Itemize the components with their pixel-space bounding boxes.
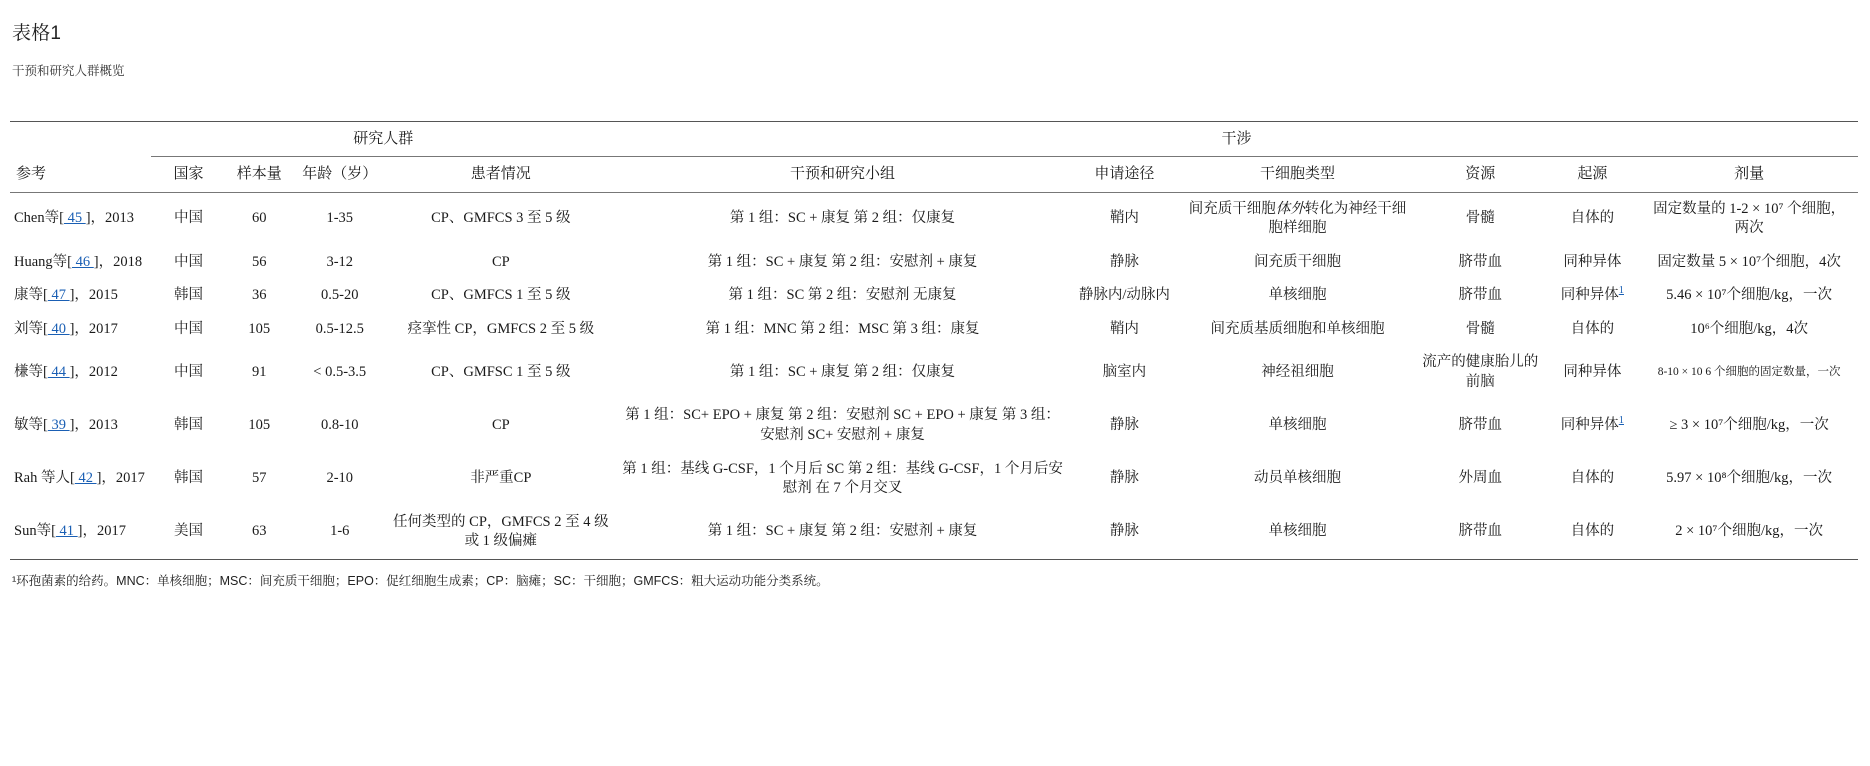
- cell-route: 静脉: [1070, 506, 1179, 560]
- cell-route: 静脉: [1109, 470, 1139, 487]
- table-row: [10, 313, 1858, 347]
- cell-reference: [10, 246, 151, 280]
- reference-author: Huang等[: [14, 253, 72, 270]
- cell-age: 0.5-20: [321, 287, 359, 304]
- reference-year: ]，2015: [69, 287, 118, 304]
- cell-dose: ≥ 3 × 10⁷个细胞/kg，一次: [1669, 417, 1829, 434]
- cell-patient-condition: CP: [491, 253, 510, 270]
- col-header-dose: 剂量: [1640, 157, 1858, 192]
- cell-dose: 固定数量的 1-2 × 10⁷ 个细胞，两次: [1653, 200, 1846, 237]
- col-header-sample-size: 样本量: [225, 157, 292, 192]
- citation-link[interactable]: 44: [47, 364, 70, 381]
- reference-author: Rah 等人[: [14, 470, 75, 487]
- group-header-study-population: 研究人群: [151, 122, 615, 157]
- table-row: [10, 192, 1858, 246]
- cell-origin: 同种异体: [1563, 364, 1622, 381]
- cell-dose: 固定数量 5 × 10⁷个细胞，4次: [1657, 253, 1841, 270]
- cell-age: < 0.5-3.5: [313, 364, 367, 381]
- cell-stem-cell-type: 间充质基质细胞和单核细胞: [1210, 320, 1385, 337]
- cell-sample-size: 36: [251, 287, 267, 304]
- cell-age: 0.8-10: [321, 417, 359, 434]
- table-row: [10, 399, 1858, 452]
- cell-reference: [10, 346, 151, 399]
- cell-route: 鞘内: [1109, 320, 1139, 337]
- citation-link[interactable]: 40: [47, 320, 70, 337]
- cell-reference: [10, 279, 151, 313]
- cell-dose: 5.46 × 10⁷个细胞/kg，一次: [1666, 287, 1833, 304]
- table-row: [10, 346, 1858, 399]
- cell-stem-cell-type: 间充质干细胞: [1253, 253, 1341, 270]
- cell-reference: [10, 506, 151, 560]
- reference-year: ]，2017: [69, 320, 118, 337]
- cell-country: 中国: [173, 253, 203, 270]
- col-header-route: 申请途径: [1070, 157, 1179, 192]
- col-header-cell-type: 干细胞类型: [1179, 157, 1416, 192]
- citation-link[interactable]: 41: [55, 523, 78, 540]
- cell-intervention-groups: 第 1 组：SC + 康复 第 2 组：仅康复: [729, 364, 956, 381]
- cell-origin: 自体的: [1570, 470, 1615, 487]
- cell-source: 流产的健康胎儿的前脑: [1422, 354, 1539, 390]
- cell-route: 鞘内: [1109, 210, 1139, 227]
- citation-link[interactable]: 46: [72, 253, 94, 270]
- cell-source: 骨髓: [1465, 210, 1495, 227]
- cell-origin: [1544, 279, 1640, 313]
- cell-sample-size: 63: [225, 506, 292, 560]
- cell-route: 静脉: [1109, 253, 1139, 270]
- cell-type-prefix: 间充质干细胞: [1188, 200, 1276, 217]
- col-header-reference: 参考: [10, 157, 151, 192]
- cell-patient-condition: CP: [491, 417, 510, 434]
- cell-reference: [10, 399, 151, 452]
- reference-year: ]，2013: [85, 210, 135, 227]
- cell-source: 脐带血: [1458, 287, 1503, 304]
- cell-dose: 10⁶个细胞/kg，4次: [1690, 320, 1809, 337]
- table-row: [10, 453, 1858, 506]
- cell-sample-size: 105: [248, 320, 271, 337]
- cell-dose: 2 × 10⁷个细胞/kg，一次: [1640, 506, 1858, 560]
- cell-country: 中国: [173, 210, 203, 227]
- cell-source: 脐带血: [1458, 417, 1503, 434]
- cell-patient-condition: CP、GMFSC 1 至 5 级: [431, 364, 571, 381]
- reference-author: 槏等[: [14, 364, 48, 381]
- cell-country: 中国: [173, 320, 203, 337]
- table-row: [10, 246, 1858, 280]
- reference-year: ]，2017: [96, 470, 145, 487]
- cell-source: 脐带血: [1458, 253, 1503, 270]
- cell-origin: 自体的: [1570, 210, 1615, 227]
- table-row: [10, 506, 1858, 560]
- cell-dose: 8-10 × 10 6 个细胞的固定数量，一次: [1657, 366, 1841, 379]
- cell-age: 2-10: [326, 470, 354, 487]
- cell-patient-condition: 痉挛性 CP，GMFCS 2 至 5 级: [407, 320, 595, 337]
- cell-intervention-groups: 第 1 组：SC + 康复 第 2 组：安慰剂 + 康复: [707, 253, 978, 270]
- cell-intervention-groups: 第 1 组：SC + 康复 第 2 组：仅康复: [729, 210, 956, 227]
- cell-patient-condition: CP、GMFCS 1 至 5 级: [431, 287, 571, 304]
- cell-origin: [1544, 399, 1640, 452]
- citation-link[interactable]: 47: [47, 287, 70, 304]
- cell-patient-condition: 非严重CP: [470, 470, 532, 487]
- cell-age: 3-12: [326, 253, 354, 270]
- cell-origin: 同种异体: [1563, 253, 1622, 270]
- table-group-header-row: [10, 122, 1858, 157]
- group-header-intervention: 干涉: [615, 122, 1858, 157]
- data-table: [10, 121, 1858, 560]
- cell-intervention-groups: 第 1 组：SC + 康复 第 2 组：安慰剂 + 康复: [615, 506, 1070, 560]
- reference-year: ]，2012: [69, 364, 118, 381]
- reference-author: Sun等[: [14, 523, 56, 540]
- table-header-row: [10, 157, 1858, 192]
- cell-sample-size: 56: [251, 253, 267, 270]
- col-header-country: 国家: [151, 157, 225, 192]
- reference-author: 刘等[: [14, 320, 48, 337]
- cell-type-suffix: 转化为神经干细胞样细胞: [1268, 200, 1407, 237]
- reference-author: 敏等[: [14, 417, 48, 434]
- cell-age: 0.5-12.5: [315, 320, 364, 337]
- cell-stem-cell-type: [1179, 192, 1416, 246]
- table-footnote: ¹环孢菌素的给药。MNC：单核细胞；MSC：间充质干细胞；EPO：促红细胞生成素；CP：脑瘫；SC：干细胞；GMFCS：粗大运动功能分类系统。: [12, 573, 829, 588]
- citation-link[interactable]: 45: [63, 210, 86, 227]
- cell-route: 脑室内: [1102, 364, 1147, 381]
- cell-age: 1-6: [293, 506, 387, 560]
- reference-year: ]，2013: [69, 417, 118, 434]
- cell-reference: [10, 313, 151, 347]
- cell-origin: 自体的: [1544, 506, 1640, 560]
- footnote-marker[interactable]: 1: [1618, 415, 1624, 427]
- col-header-origin: 起源: [1544, 157, 1640, 192]
- cell-country: 韩国: [173, 287, 203, 304]
- cell-intervention-groups: 第 1 组：MNC 第 2 组：MSC 第 3 组：康复: [705, 320, 980, 337]
- cell-type-emphasis: 体外: [1275, 200, 1305, 217]
- table-body: [10, 192, 1858, 559]
- col-header-source: 资源: [1416, 157, 1544, 192]
- reference-year: ]，2017: [77, 523, 126, 540]
- cell-country: 美国: [151, 506, 225, 560]
- cell-origin: 自体的: [1570, 320, 1615, 337]
- cell-route: 静脉: [1109, 417, 1139, 434]
- cell-stem-cell-type: 单核细胞: [1179, 506, 1416, 560]
- group-header-blank: [10, 122, 151, 157]
- cell-age: 1-35: [326, 210, 354, 227]
- col-header-age: 年龄（岁）: [293, 157, 387, 192]
- footnote-marker[interactable]: 1: [1618, 285, 1624, 297]
- cell-sample-size: 91: [251, 364, 267, 381]
- cell-route: 静脉内/动脉内: [1078, 287, 1170, 304]
- table-label: 表格1: [12, 23, 62, 44]
- reference-author: Chen等[: [14, 210, 64, 227]
- cell-patient-condition: 任何类型的 CP，GMFCS 2 至 4 级或 1 级偏瘫: [387, 506, 616, 560]
- cell-intervention-groups: 第 1 组：SC 第 2 组：安慰剂 无康复: [728, 287, 957, 304]
- cell-reference: [10, 453, 151, 506]
- cell-source: 脐带血: [1416, 506, 1544, 560]
- citation-link[interactable]: 42: [74, 470, 97, 487]
- cell-country: 韩国: [173, 417, 203, 434]
- reference-year: ]，2018: [93, 253, 143, 270]
- cell-intervention-groups: 第 1 组：SC+ EPO + 康复 第 2 组：安慰剂 SC + EPO + 康复 第 3 组：安慰剂 SC+ 安慰剂 + 康复: [625, 407, 1060, 443]
- cell-intervention-groups: 第 1 组：基线 G-CSF，1 个月后 SC 第 2 组：基线 G-CSF，1 个月后安慰剂 在 7 个月交叉: [622, 460, 1063, 497]
- citation-link[interactable]: 39: [47, 417, 70, 434]
- col-header-intervention-groups: 干预和研究小组: [615, 157, 1070, 192]
- cell-stem-cell-type: 动员单核细胞: [1253, 470, 1341, 487]
- table-row: [10, 279, 1858, 313]
- cell-source: 骨髓: [1465, 320, 1495, 337]
- cell-sample-size: 57: [251, 470, 267, 487]
- cell-patient-condition: CP、GMFCS 3 至 5 级: [431, 210, 571, 227]
- col-header-patient-condition: 患者情况: [387, 157, 616, 192]
- reference-author: 康等[: [14, 287, 48, 304]
- cell-source: 外周血: [1458, 470, 1503, 487]
- cell-sample-size: 60: [251, 210, 267, 227]
- cell-stem-cell-type: 单核细胞: [1268, 417, 1327, 434]
- cell-sample-size: 105: [248, 417, 271, 434]
- table-caption: 干预和研究人群概览: [12, 64, 125, 78]
- origin-text: 同种异体: [1560, 287, 1619, 304]
- cell-stem-cell-type: 神经祖细胞: [1261, 364, 1334, 381]
- cell-country: 中国: [173, 364, 203, 381]
- cell-dose: 5.97 × 10⁸个细胞/kg，一次: [1666, 470, 1833, 487]
- cell-reference: [10, 192, 151, 246]
- cell-stem-cell-type: 单核细胞: [1268, 287, 1327, 304]
- origin-text: 同种异体: [1560, 417, 1619, 434]
- cell-country: 韩国: [173, 470, 203, 487]
